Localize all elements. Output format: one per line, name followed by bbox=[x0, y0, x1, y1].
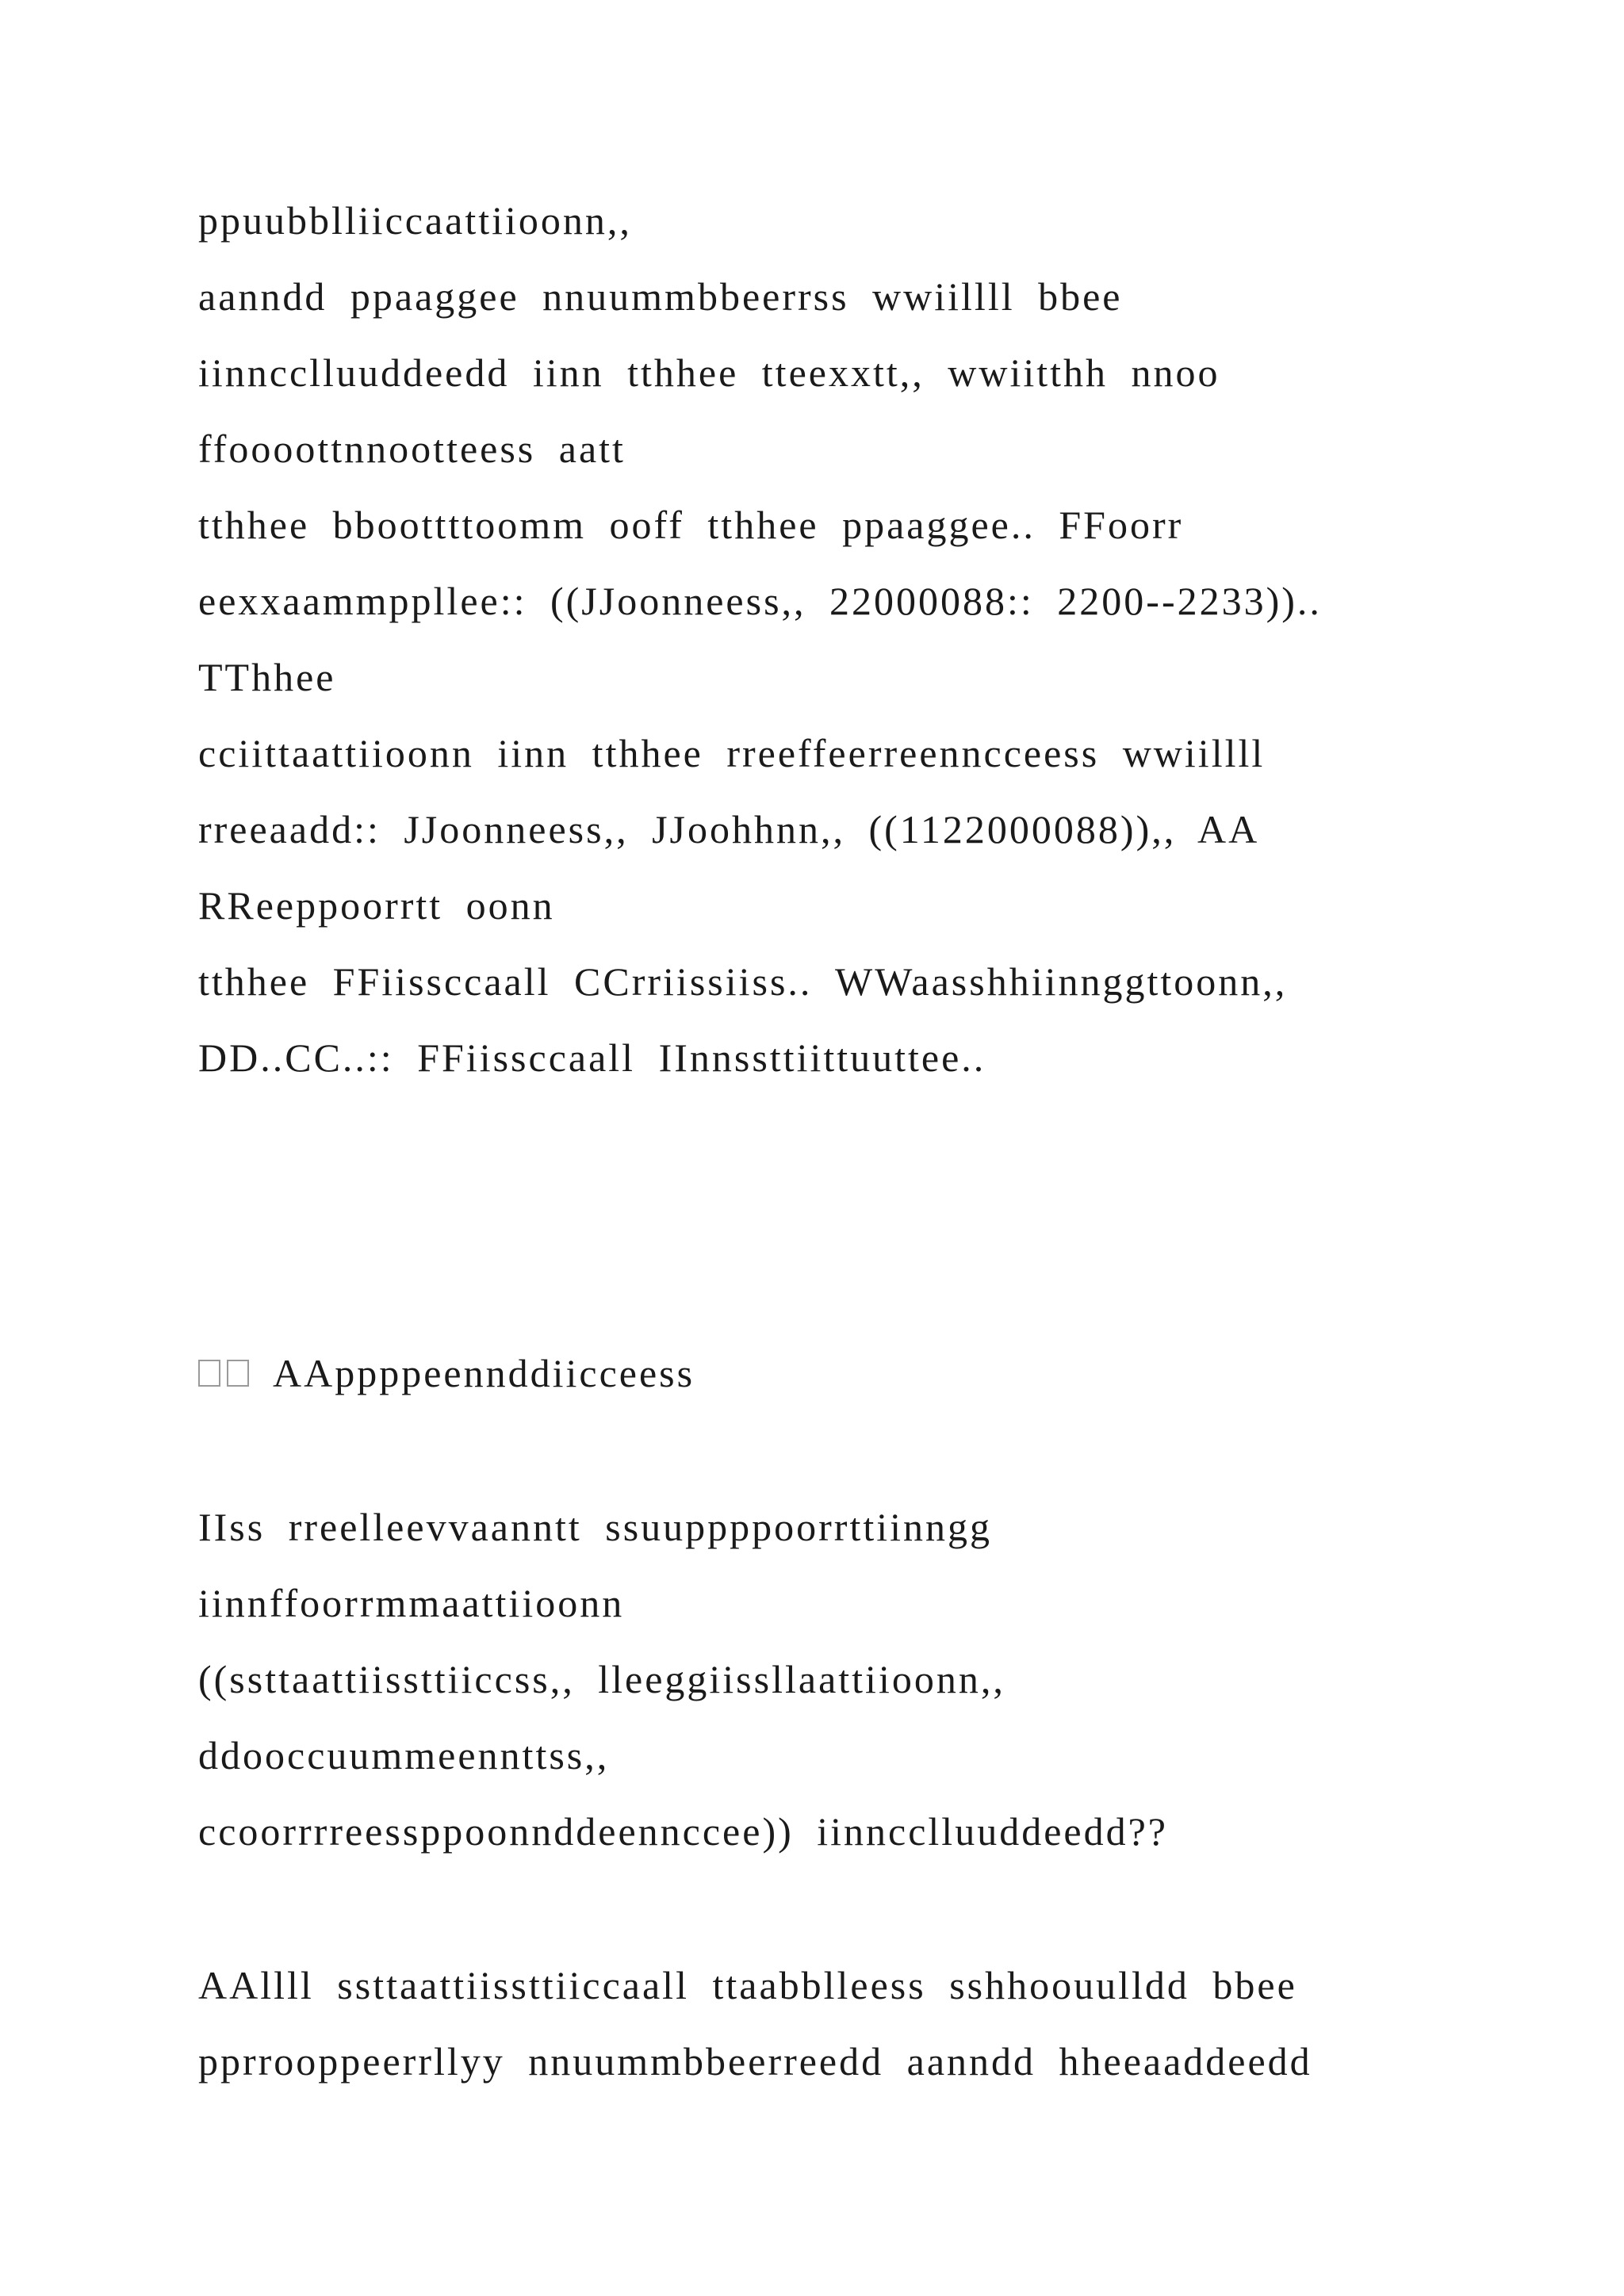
text-line: IIss rreelleevvaanntt ssuuppppoorrttiinngg bbox=[198, 1505, 993, 1549]
text-line: iinnffoorrmmaattiioonn bbox=[198, 1581, 625, 1625]
section-spacer bbox=[198, 1096, 1467, 1335]
text-line: cciittaattiioonn iinn tthhee rreeffeerreenncceess wwiillll bbox=[198, 731, 1266, 775]
text-line: eexxaammppllee:: ((JJoonneess,, 22000088:: 2200--2233)).. bbox=[198, 579, 1322, 623]
section-heading-text: AAppppeennddiicceess bbox=[273, 1351, 695, 1395]
text-line: tthhee bboottttoomm ooff tthhee ppaaggee.. FFoorr bbox=[198, 503, 1184, 547]
text-line: ccoorrrreessppoonnddeennccee)) iinncclluuddeedd?? bbox=[198, 1809, 1168, 1854]
text-line: ddooccuummeennttss,, bbox=[198, 1733, 610, 1777]
section-heading-appendices bbox=[198, 1335, 1467, 1411]
text-line: RReeppoorrtt oonn bbox=[198, 883, 555, 928]
text-line: aanndd ppaaggee nnuummbbeerrss wwiillll bbee bbox=[198, 274, 1123, 319]
text-line: iinncclluuddeedd iinn tthhee tteexxtt,, wwiitthh nnoo bbox=[198, 350, 1220, 395]
paragraph-spacer bbox=[198, 1411, 1467, 1489]
paragraph-table-rules bbox=[198, 1947, 1467, 2099]
paragraph-appendix-question bbox=[198, 1489, 1467, 1869]
document-body bbox=[198, 182, 1467, 2099]
text-line: TThhee bbox=[198, 655, 336, 699]
missing-glyph-box-icon bbox=[198, 1360, 220, 1387]
text-line: rreeaadd:: JJoonneess,, JJoohhnn,, ((1122000088)),, AA bbox=[198, 807, 1260, 851]
paragraph-spacer bbox=[198, 1869, 1467, 1947]
text-line: ((ssttaattiissttiiccss,, lleeggiissllaattiioonn,, bbox=[198, 1657, 1005, 1701]
text-line: ffoooottnnootteess aatt bbox=[198, 427, 626, 471]
text-line: AAllll ssttaattiissttiiccaall ttaabblleess sshhoouulldd bbee bbox=[198, 1963, 1297, 2007]
text-line: ppuubblliiccaattiioonn,, bbox=[198, 198, 632, 243]
text-line: DD..CC..:: FFiissccaall IInnssttiittuuttee.. bbox=[198, 1035, 986, 1080]
text-line: tthhee FFiissccaall CCrriissiiss.. WWaasshhiinnggttoonn,, bbox=[198, 959, 1288, 1004]
missing-glyph-icon bbox=[198, 1360, 249, 1387]
missing-glyph-box-icon bbox=[227, 1360, 249, 1387]
paragraph-citation-rules bbox=[198, 182, 1467, 1096]
text-line: pprrooppeerrllyy nnuummbbeerreedd aanndd hheeaaddeedd bbox=[198, 2039, 1312, 2084]
